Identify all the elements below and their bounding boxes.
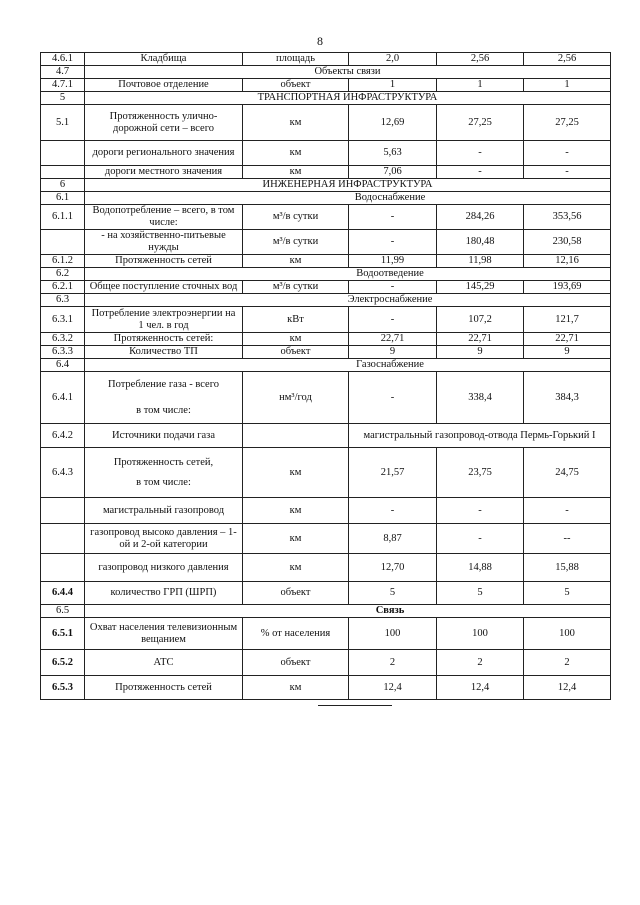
row-number-empty bbox=[41, 554, 85, 582]
value-1: 2 bbox=[349, 650, 437, 676]
indicator-name: Протяженность сетей bbox=[85, 676, 243, 700]
row-number: 6.3.2 bbox=[41, 333, 85, 346]
value-3: - bbox=[524, 498, 611, 524]
table-row bbox=[41, 53, 611, 66]
table-row bbox=[41, 650, 611, 676]
section-row bbox=[41, 605, 611, 618]
table-row bbox=[41, 141, 611, 166]
value-1: 11,99 bbox=[349, 255, 437, 268]
row-number: 6.5.1 bbox=[41, 618, 85, 650]
unit: % от населения bbox=[243, 618, 349, 650]
row-number: 6.3 bbox=[41, 294, 85, 307]
indicator-name: - на хозяйственно-питьевые нужды bbox=[85, 230, 243, 255]
table-row bbox=[41, 424, 611, 448]
table-row bbox=[41, 448, 611, 498]
value-2: 22,71 bbox=[437, 333, 524, 346]
indicators-table bbox=[40, 52, 611, 700]
row-number: 5 bbox=[41, 92, 85, 105]
indicator-name: дороги регионального значения bbox=[85, 141, 243, 166]
row-number: 6.5.3 bbox=[41, 676, 85, 700]
indicator-name-line2: в том числе: bbox=[136, 476, 191, 488]
value-2: 1 bbox=[437, 79, 524, 92]
value-1: 2,0 bbox=[349, 53, 437, 66]
indicator-name-line1: Потребление газа - всего bbox=[108, 378, 219, 390]
merged-value: магистральный газопровод-отвода Пермь-Горький I bbox=[349, 424, 611, 448]
unit: км bbox=[243, 255, 349, 268]
table-row bbox=[41, 205, 611, 230]
indicator-name: Протяженность улично-дорожной сети – всего bbox=[85, 105, 243, 141]
unit: объект bbox=[243, 346, 349, 359]
table-row bbox=[41, 618, 611, 650]
indicator-name-line2: в том числе: bbox=[136, 404, 191, 416]
row-number: 6.1.2 bbox=[41, 255, 85, 268]
value-1: - bbox=[349, 498, 437, 524]
row-number: 6.1 bbox=[41, 192, 85, 205]
value-1: 5,63 bbox=[349, 141, 437, 166]
unit: км bbox=[243, 524, 349, 554]
indicator-name: Общее поступление сточных вод bbox=[85, 281, 243, 294]
unit: км bbox=[243, 676, 349, 700]
row-number: 6.3.1 bbox=[41, 307, 85, 333]
value-3: - bbox=[524, 141, 611, 166]
value-2: 5 bbox=[437, 582, 524, 605]
section-row bbox=[41, 268, 611, 281]
value-3: 193,69 bbox=[524, 281, 611, 294]
row-number: 4.7 bbox=[41, 66, 85, 79]
value-1: - bbox=[349, 307, 437, 333]
value-3: 230,58 bbox=[524, 230, 611, 255]
value-3: 9 bbox=[524, 346, 611, 359]
unit: км bbox=[243, 141, 349, 166]
unit-empty bbox=[243, 424, 349, 448]
value-1: - bbox=[349, 205, 437, 230]
section-row bbox=[41, 359, 611, 372]
row-number: 6.4.4 bbox=[41, 582, 85, 605]
value-3: 100 bbox=[524, 618, 611, 650]
row-number: 6.4 bbox=[41, 359, 85, 372]
table-row bbox=[41, 255, 611, 268]
indicator-name: Кладбища bbox=[85, 53, 243, 66]
indicator-name: газопровод низкого давления bbox=[85, 554, 243, 582]
section-title: Связь bbox=[85, 605, 611, 618]
value-2: 2 bbox=[437, 650, 524, 676]
value-1: 21,57 bbox=[349, 448, 437, 498]
unit: кВт bbox=[243, 307, 349, 333]
section-title: Газоснабжение bbox=[85, 359, 611, 372]
value-1: 7,06 bbox=[349, 166, 437, 179]
value-2: 284,26 bbox=[437, 205, 524, 230]
table-row bbox=[41, 582, 611, 605]
row-number: 5.1 bbox=[41, 105, 85, 141]
value-3: 5 bbox=[524, 582, 611, 605]
section-title: Водоотведение bbox=[85, 268, 611, 281]
value-3: 24,75 bbox=[524, 448, 611, 498]
indicator-name: Потребление электроэнергии на 1 чел. в год bbox=[85, 307, 243, 333]
value-2: 180,48 bbox=[437, 230, 524, 255]
value-2: 107,2 bbox=[437, 307, 524, 333]
value-3: 22,71 bbox=[524, 333, 611, 346]
value-3: 121,7 bbox=[524, 307, 611, 333]
row-number: 4.7.1 bbox=[41, 79, 85, 92]
value-1: 12,69 bbox=[349, 105, 437, 141]
value-1: 8,87 bbox=[349, 524, 437, 554]
unit: км bbox=[243, 166, 349, 179]
section-row bbox=[41, 179, 611, 192]
unit: объект bbox=[243, 79, 349, 92]
value-1: 22,71 bbox=[349, 333, 437, 346]
row-number: 6.1.1 bbox=[41, 205, 85, 230]
value-3: -- bbox=[524, 524, 611, 554]
value-3: 1 bbox=[524, 79, 611, 92]
indicator-name: Почтовое отделение bbox=[85, 79, 243, 92]
unit: м³/в сутки bbox=[243, 230, 349, 255]
section-row bbox=[41, 66, 611, 79]
value-1: 12,70 bbox=[349, 554, 437, 582]
value-2: 338,4 bbox=[437, 372, 524, 424]
indicator-name: количество ГРП (ШРП) bbox=[85, 582, 243, 605]
unit: нм³/год bbox=[243, 372, 349, 424]
unit: объект bbox=[243, 582, 349, 605]
value-3: 353,56 bbox=[524, 205, 611, 230]
table-row bbox=[41, 230, 611, 255]
row-number-empty bbox=[41, 498, 85, 524]
value-1: - bbox=[349, 281, 437, 294]
table-row bbox=[41, 498, 611, 524]
value-2: 14,88 bbox=[437, 554, 524, 582]
row-number: 6.4.3 bbox=[41, 448, 85, 498]
indicator-name: Количество ТП bbox=[85, 346, 243, 359]
value-1: - bbox=[349, 372, 437, 424]
indicator-name-line1: Протяженность сетей, bbox=[113, 456, 214, 468]
value-2: - bbox=[437, 141, 524, 166]
value-1: 9 bbox=[349, 346, 437, 359]
unit: км bbox=[243, 333, 349, 346]
indicator-name: Источники подачи газа bbox=[85, 424, 243, 448]
table-row bbox=[41, 676, 611, 700]
table-row bbox=[41, 346, 611, 359]
value-2: 100 bbox=[437, 618, 524, 650]
footer-divider bbox=[318, 705, 392, 706]
unit: км bbox=[243, 105, 349, 141]
indicator-name: Протяженность сетей bbox=[85, 255, 243, 268]
unit: м³/в сутки bbox=[243, 205, 349, 230]
indicator-name: Протяженность сетей: bbox=[85, 333, 243, 346]
indicator-name bbox=[85, 372, 243, 424]
table-row bbox=[41, 554, 611, 582]
value-3: 2 bbox=[524, 650, 611, 676]
value-3: 12,4 bbox=[524, 676, 611, 700]
value-2: 9 bbox=[437, 346, 524, 359]
section-title: Электроснабжение bbox=[85, 294, 611, 307]
value-2: - bbox=[437, 166, 524, 179]
value-2: 145,29 bbox=[437, 281, 524, 294]
table-row bbox=[41, 105, 611, 141]
indicator-name: дороги местного значения bbox=[85, 166, 243, 179]
row-number-empty bbox=[41, 166, 85, 179]
row-number-empty bbox=[41, 141, 85, 166]
table-row bbox=[41, 79, 611, 92]
value-3: 384,3 bbox=[524, 372, 611, 424]
value-2: 23,75 bbox=[437, 448, 524, 498]
indicator-name: Охват населения телевизионным вещанием bbox=[85, 618, 243, 650]
value-3: 2,56 bbox=[524, 53, 611, 66]
row-number: 6 bbox=[41, 179, 85, 192]
row-number-empty bbox=[41, 524, 85, 554]
unit: км bbox=[243, 498, 349, 524]
section-title: Водоснабжение bbox=[85, 192, 611, 205]
unit: объект bbox=[243, 650, 349, 676]
page-number: 8 bbox=[317, 34, 323, 48]
row-number: 6.4.1 bbox=[41, 372, 85, 424]
table-row bbox=[41, 166, 611, 179]
unit: м³/в сутки bbox=[243, 281, 349, 294]
indicator-name: магистральный газопровод bbox=[85, 498, 243, 524]
indicator-name: газопровод высоко давления – 1-ой и 2-ой категории bbox=[85, 524, 243, 554]
value-3: 12,16 bbox=[524, 255, 611, 268]
value-2: - bbox=[437, 498, 524, 524]
value-2: 12,4 bbox=[437, 676, 524, 700]
unit: км bbox=[243, 554, 349, 582]
section-title: ТРАНСПОРТНАЯ ИНФРАСТРУКТУРА bbox=[85, 92, 611, 105]
indicator-name bbox=[85, 448, 243, 498]
value-1: 100 bbox=[349, 618, 437, 650]
value-2: 27,25 bbox=[437, 105, 524, 141]
unit: площадь bbox=[243, 53, 349, 66]
section-title: Объекты связи bbox=[85, 66, 611, 79]
row-number: 6.3.3 bbox=[41, 346, 85, 359]
indicator-name: АТС bbox=[85, 650, 243, 676]
value-3: 15,88 bbox=[524, 554, 611, 582]
row-number: 6.4.2 bbox=[41, 424, 85, 448]
value-1: - bbox=[349, 230, 437, 255]
table-row bbox=[41, 307, 611, 333]
row-number: 6.5.2 bbox=[41, 650, 85, 676]
table-row bbox=[41, 524, 611, 554]
value-2: 11,98 bbox=[437, 255, 524, 268]
value-3: - bbox=[524, 166, 611, 179]
section-row bbox=[41, 92, 611, 105]
value-1: 5 bbox=[349, 582, 437, 605]
value-2: 2,56 bbox=[437, 53, 524, 66]
value-3: 27,25 bbox=[524, 105, 611, 141]
value-1: 1 bbox=[349, 79, 437, 92]
section-row bbox=[41, 192, 611, 205]
indicator-name: Водопотребление – всего, в том числе: bbox=[85, 205, 243, 230]
unit: км bbox=[243, 448, 349, 498]
row-number: 4.6.1 bbox=[41, 53, 85, 66]
value-2: - bbox=[437, 524, 524, 554]
row-number: 6.2.1 bbox=[41, 281, 85, 294]
section-row bbox=[41, 294, 611, 307]
value-1: 12,4 bbox=[349, 676, 437, 700]
row-number-empty bbox=[41, 230, 85, 255]
row-number: 6.5 bbox=[41, 605, 85, 618]
section-title: ИНЖЕНЕРНАЯ ИНФРАСТРУКТУРА bbox=[85, 179, 611, 192]
table-row bbox=[41, 281, 611, 294]
row-number: 6.2 bbox=[41, 268, 85, 281]
table-row bbox=[41, 372, 611, 424]
table-row bbox=[41, 333, 611, 346]
